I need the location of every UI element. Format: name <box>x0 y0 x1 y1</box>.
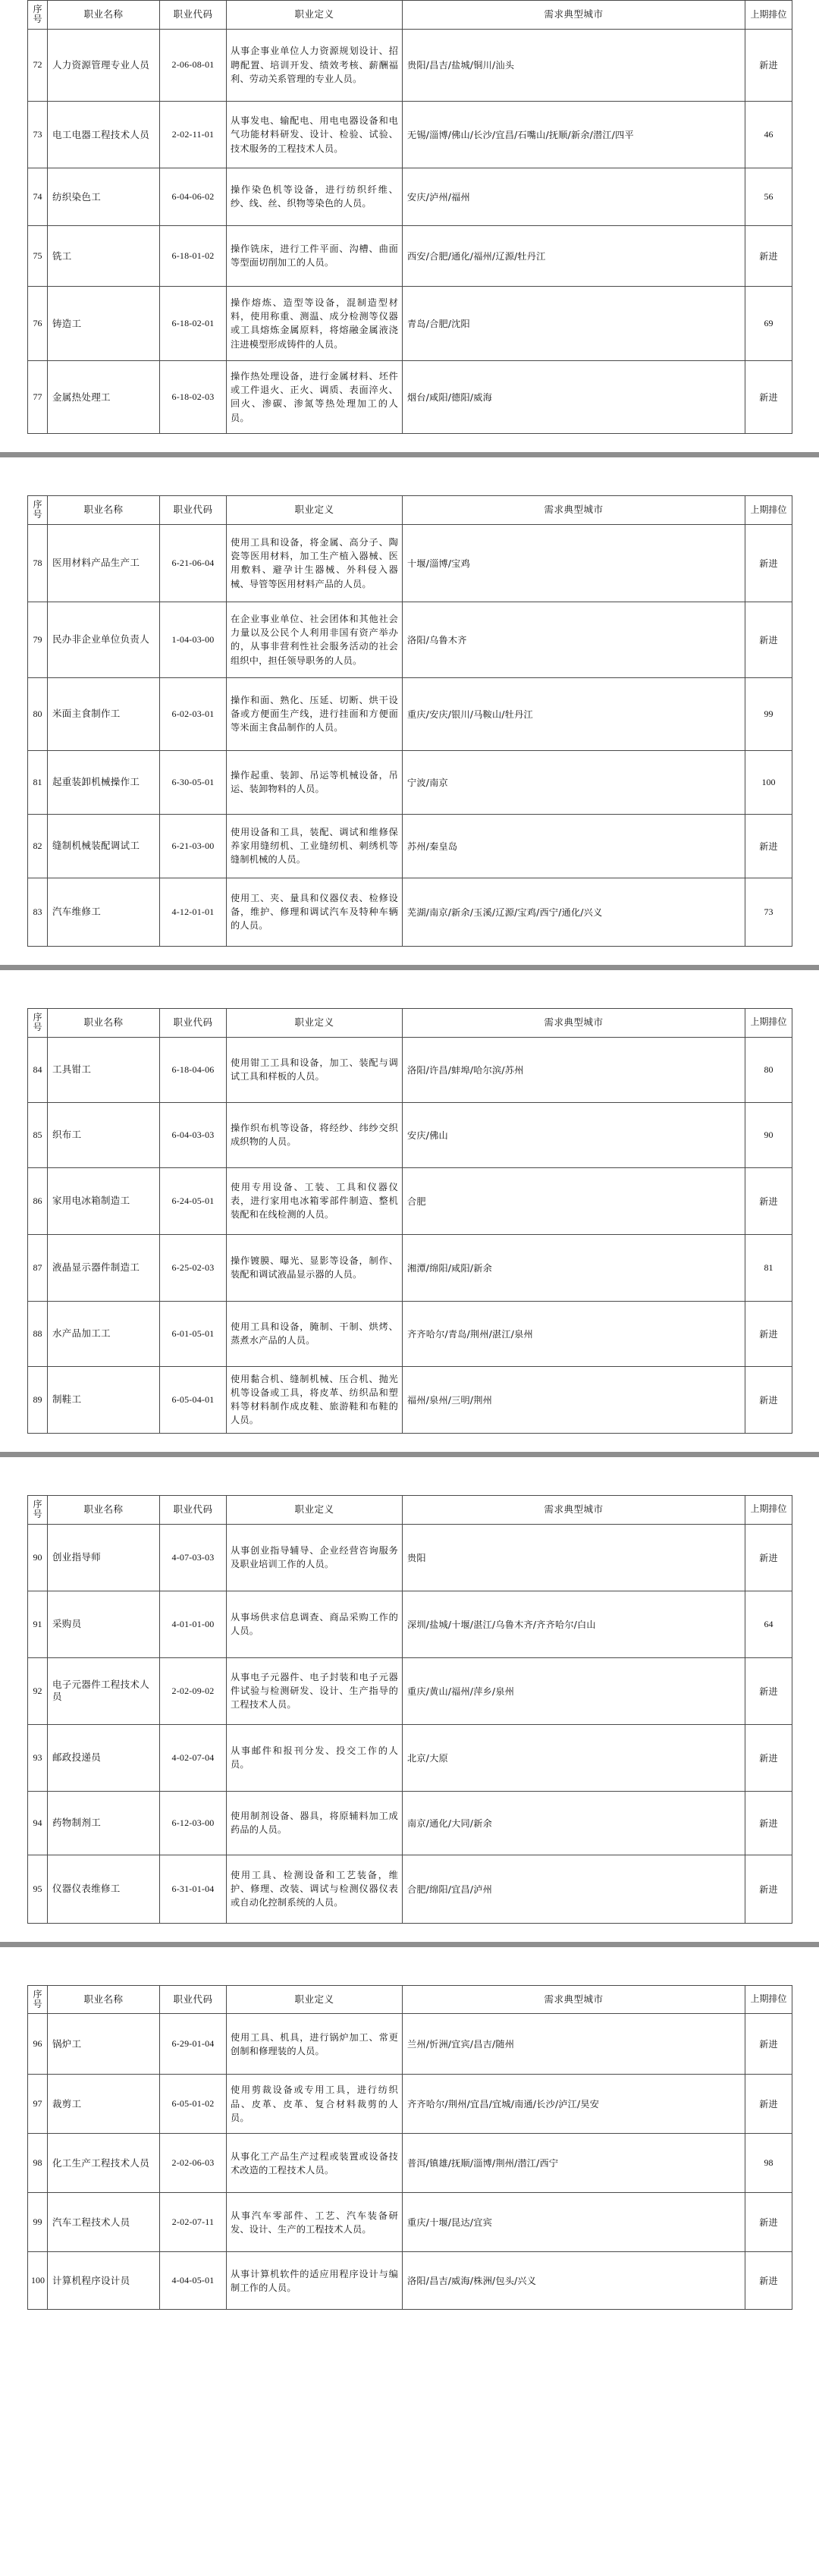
table-row <box>28 1791 792 1855</box>
cell-name: 采购员 <box>48 1591 160 1657</box>
cell-def: 使用设备和工具，装配、调试和维修保养家用缝纫机、工业缝纫机、刺绣机等缝制机械的人员。 <box>227 814 403 878</box>
cell-city: 苏州/秦皇岛 <box>403 814 745 878</box>
cell-code: 4-07-03-03 <box>160 1524 227 1591</box>
cell-code: 6-05-01-02 <box>160 2075 227 2134</box>
cell-rank: 100 <box>745 750 792 814</box>
cell-rank: 新进 <box>745 1167 792 1234</box>
cell-def: 操作热处理设备，进行金属材料、坯件或工件退火、正火、调质、表面淬火、回火、渗碳、渗氮等热处理加工的人员。 <box>227 360 403 433</box>
cell-def: 使用剪裁设备或专用工具，进行纺织品、皮革、皮革、复合材料裁剪的人员。 <box>227 2075 403 2134</box>
occupation-table <box>27 1008 792 1434</box>
table-row <box>28 2252 792 2310</box>
cell-name: 铣工 <box>48 225 160 286</box>
cell-no: 73 <box>28 101 48 168</box>
cell-code: 6-21-06-04 <box>160 524 227 602</box>
table-row <box>28 1855 792 1923</box>
cell-name: 缝制机械装配调试工 <box>48 814 160 878</box>
column-header-name: 职业名称 <box>48 1495 160 1524</box>
page-gap-top-spacer <box>0 1924 819 1942</box>
cell-def: 操作织布机等设备，将经纱、纬纱交织成织物的人员。 <box>227 1102 403 1167</box>
cell-city: 湘潭/绵阳/咸阳/新余 <box>403 1234 745 1301</box>
column-header-rank: 上期排位 <box>745 1985 792 2014</box>
cell-rank: 64 <box>745 1591 792 1657</box>
cell-def: 操作染色机等设备，进行纺织纤维、纱、线、丝、织物等染色的人员。 <box>227 168 403 225</box>
cell-def: 从事企事业单位人力资源规划设计、招聘配置、培训开发、绩效考核、薪酬福利、劳动关系管理的专业人员。 <box>227 29 403 101</box>
cell-name: 锅炉工 <box>48 2014 160 2075</box>
cell-name: 邮政投递员 <box>48 1724 160 1791</box>
table-body <box>28 2014 792 2310</box>
cell-no: 92 <box>28 1657 48 1724</box>
occupation-table <box>27 1985 792 2311</box>
cell-city: 齐齐哈尔/荆州/宜昌/宜城/南通/长沙/泸江/昊安 <box>403 2075 745 2134</box>
column-header-rank: 上期排位 <box>745 1 792 30</box>
cell-code: 4-02-07-04 <box>160 1724 227 1791</box>
cell-def: 从事汽车零部件、工艺、汽车装备研发、设计、生产的工程技术人员。 <box>227 2193 403 2252</box>
table-row <box>28 2193 792 2252</box>
cell-city: 齐齐哈尔/青岛/荆州/湛江/泉州 <box>403 1301 745 1366</box>
cell-code: 4-12-01-01 <box>160 878 227 946</box>
cell-name: 创业指导师 <box>48 1524 160 1591</box>
column-header-no: 序号 <box>28 495 48 524</box>
cell-def: 使用黏合机、缝制机械、压合机、抛光机等设备或工具，将皮革、纺织品和塑料等材料制作成皮鞋、旅游鞋和布鞋的人员。 <box>227 1366 403 1433</box>
table-header <box>28 1985 792 2014</box>
cell-rank: 新进 <box>745 2075 792 2134</box>
cell-def: 从事场供求信息调查、商品采购工作的人员。 <box>227 1591 403 1657</box>
table-body <box>28 1524 792 1923</box>
cell-no: 77 <box>28 360 48 433</box>
cell-rank: 新进 <box>745 524 792 602</box>
cell-def: 在企业事业单位、社会团体和其他社会力量以及公民个人利用非国有资产举办的，从事非营利性社会服务活动的社会组织中，担任领导职务的人员。 <box>227 602 403 677</box>
column-header-city: 需求典型城市 <box>403 495 745 524</box>
cell-rank: 新进 <box>745 29 792 101</box>
cell-rank: 新进 <box>745 1657 792 1724</box>
page-break-bar <box>0 452 819 457</box>
cell-name: 水产品加工工 <box>48 1301 160 1366</box>
cell-rank: 新进 <box>745 360 792 433</box>
cell-no: 85 <box>28 1102 48 1167</box>
cell-rank: 新进 <box>745 602 792 677</box>
page-gap-top-spacer <box>0 947 819 965</box>
table-body <box>28 29 792 433</box>
cell-rank: 新进 <box>745 2193 792 2252</box>
cell-code: 6-02-03-01 <box>160 677 227 750</box>
cell-city: 合肥/绵阳/宜昌/泸州 <box>403 1855 745 1923</box>
cell-def: 使用钳工工具和设备，加工、装配与调试工具和样板的人员。 <box>227 1037 403 1102</box>
cell-no: 96 <box>28 2014 48 2075</box>
cell-city: 重庆/十堰/昆达/宜宾 <box>403 2193 745 2252</box>
cell-code: 6-29-01-04 <box>160 2014 227 2075</box>
cell-name: 仪器仪表维修工 <box>48 1855 160 1923</box>
cell-code: 6-18-02-03 <box>160 360 227 433</box>
cell-city: 十堰/淄博/宝鸡 <box>403 524 745 602</box>
table-row <box>28 1301 792 1366</box>
cell-name: 电子元器件工程技术人员 <box>48 1657 160 1724</box>
table-row <box>28 1037 792 1102</box>
cell-no: 75 <box>28 225 48 286</box>
cell-code: 2-02-09-02 <box>160 1657 227 1724</box>
cell-rank: 新进 <box>745 814 792 878</box>
table-row <box>28 602 792 677</box>
cell-def: 操作和面、熟化、压延、切断、烘干设备或方便面生产线，进行挂面和方便面等米面主食品制作的人员。 <box>227 677 403 750</box>
cell-name: 电工电器工程技术人员 <box>48 101 160 168</box>
column-header-rank: 上期排位 <box>745 1008 792 1037</box>
table-row <box>28 225 792 286</box>
table-row <box>28 2134 792 2193</box>
table-header <box>28 1495 792 1524</box>
cell-rank: 新进 <box>745 2252 792 2310</box>
cell-city: 重庆/安庆/银川/马鞍山/牡丹江 <box>403 677 745 750</box>
cell-code: 4-01-01-00 <box>160 1591 227 1657</box>
cell-name: 药物制剂工 <box>48 1791 160 1855</box>
table-row <box>28 360 792 433</box>
cell-code: 6-25-02-03 <box>160 1234 227 1301</box>
table-header <box>28 495 792 524</box>
table-row <box>28 1724 792 1791</box>
cell-rank: 新进 <box>745 1366 792 1433</box>
cell-code: 6-05-04-01 <box>160 1366 227 1433</box>
cell-def: 使用工具和设备，腌制、干制、烘烤、蒸煮水产品的人员。 <box>227 1301 403 1366</box>
cell-code: 6-01-05-01 <box>160 1301 227 1366</box>
cell-rank: 99 <box>745 677 792 750</box>
cell-code: 6-04-03-03 <box>160 1102 227 1167</box>
cell-no: 86 <box>28 1167 48 1234</box>
cell-no: 89 <box>28 1366 48 1433</box>
cell-city: 普洱/镇雄/抚顺/淄博/荆州/潜江/西宁 <box>403 2134 745 2193</box>
header-row <box>28 495 792 524</box>
cell-code: 6-30-05-01 <box>160 750 227 814</box>
page-segment-1 <box>0 0 819 434</box>
table-row <box>28 814 792 878</box>
page-gap-bottom-spacer <box>0 457 819 495</box>
page-gap-bottom-spacer <box>0 1457 819 1495</box>
cell-rank: 56 <box>745 168 792 225</box>
page-break-separator <box>0 1434 819 1495</box>
cell-city: 重庆/黄山/福州/萍乡/泉州 <box>403 1657 745 1724</box>
cell-no: 78 <box>28 524 48 602</box>
cell-no: 99 <box>28 2193 48 2252</box>
cell-no: 95 <box>28 1855 48 1923</box>
column-header-city: 需求典型城市 <box>403 1008 745 1037</box>
table-row <box>28 1657 792 1724</box>
cell-city: 西安/合肥/通化/福州/辽源/牡丹江 <box>403 225 745 286</box>
cell-no: 100 <box>28 2252 48 2310</box>
cell-rank: 新进 <box>745 1791 792 1855</box>
cell-def: 从事化工产品生产过程或装置或设备技术改造的工程技术人员。 <box>227 2134 403 2193</box>
table-header <box>28 1008 792 1037</box>
cell-name: 米面主食制作工 <box>48 677 160 750</box>
cell-city: 烟台/咸阳/德阳/威海 <box>403 360 745 433</box>
column-header-def: 职业定义 <box>227 1985 403 2014</box>
cell-name: 裁剪工 <box>48 2075 160 2134</box>
page-gap-bottom-spacer <box>0 1947 819 1985</box>
column-header-code: 职业代码 <box>160 1495 227 1524</box>
cell-name: 汽车维修工 <box>48 878 160 946</box>
cell-def: 使用制剂设备、器具，将原辅料加工成药品的人员。 <box>227 1791 403 1855</box>
cell-name: 铸造工 <box>48 286 160 360</box>
cell-rank: 新进 <box>745 1301 792 1366</box>
cell-no: 98 <box>28 2134 48 2193</box>
table-row <box>28 2014 792 2075</box>
cell-no: 83 <box>28 878 48 946</box>
cell-no: 80 <box>28 677 48 750</box>
cell-no: 84 <box>28 1037 48 1102</box>
cell-def: 使用工具、检测设备和工艺装备，维护、修理、改装、调试与检测仪器仪表或自动化控制系统的人员。 <box>227 1855 403 1923</box>
cell-def: 操作镀膜、曝光、显影等设备，制作、装配和调试液晶显示器的人员。 <box>227 1234 403 1301</box>
cell-def: 操作铣床，进行工件平面、沟槽、曲面等型面切削加工的人员。 <box>227 225 403 286</box>
cell-def: 使用工具、机具，进行锅炉加工、常更创制和修理装的人员。 <box>227 2014 403 2075</box>
page-gap-bottom-spacer <box>0 970 819 1008</box>
cell-city: 洛阳/昌吉/威海/株洲/包头/兴义 <box>403 2252 745 2310</box>
cell-rank: 新进 <box>745 1855 792 1923</box>
cell-code: 1-04-03-00 <box>160 602 227 677</box>
cell-name: 化工生产工程技术人员 <box>48 2134 160 2193</box>
table-row <box>28 29 792 101</box>
cell-name: 工具钳工 <box>48 1037 160 1102</box>
page-segment-4 <box>0 1495 819 1924</box>
cell-def: 从事邮件和报刊分发、投交工作的人员。 <box>227 1724 403 1791</box>
page-segment-5 <box>0 1985 819 2311</box>
cell-rank: 73 <box>745 878 792 946</box>
cell-code: 6-18-02-01 <box>160 286 227 360</box>
cell-rank: 81 <box>745 1234 792 1301</box>
cell-def: 从事发电、输配电、用电电器设备和电气功能材料研发、设计、检验、试验、技术服务的工程技术人员。 <box>227 101 403 168</box>
table-body <box>28 1037 792 1433</box>
cell-city: 福州/泉州/三明/荆州 <box>403 1366 745 1433</box>
table-row <box>28 878 792 946</box>
cell-no: 72 <box>28 29 48 101</box>
cell-def: 操作起重、装卸、吊运等机械设备，吊运、装卸物料的人员。 <box>227 750 403 814</box>
cell-def: 使用工具和设备，将金属、高分子、陶瓷等医用材料，加工生产植入器械、医用敷料、避孕计生器械、外科侵入器械、导管等医用材料产品的人员。 <box>227 524 403 602</box>
cell-code: 2-06-08-01 <box>160 29 227 101</box>
column-header-rank: 上期排位 <box>745 1495 792 1524</box>
cell-def: 从事计算机软件的适应用程序设计与编制工作的人员。 <box>227 2252 403 2310</box>
page-break-bar <box>0 1942 819 1947</box>
cell-no: 87 <box>28 1234 48 1301</box>
page-break-separator <box>0 434 819 495</box>
cell-no: 81 <box>28 750 48 814</box>
page-break-bar <box>0 965 819 970</box>
cell-name: 医用材料产品生产工 <box>48 524 160 602</box>
cell-no: 74 <box>28 168 48 225</box>
cell-rank: 新进 <box>745 2014 792 2075</box>
table-row <box>28 1524 792 1591</box>
page-break-separator <box>0 1924 819 1985</box>
cell-city: 无锡/淄博/佛山/长沙/宜昌/石嘴山/抚顺/新余/潜江/四平 <box>403 101 745 168</box>
cell-code: 6-31-01-04 <box>160 1855 227 1923</box>
table-row <box>28 286 792 360</box>
page-break-separator <box>0 947 819 1008</box>
page-segment-3 <box>0 1008 819 1434</box>
column-header-no: 序号 <box>28 1495 48 1524</box>
page-gap-top-spacer <box>0 1434 819 1452</box>
cell-city: 青岛/合肥/沈阳 <box>403 286 745 360</box>
header-row <box>28 1 792 30</box>
column-header-def: 职业定义 <box>227 495 403 524</box>
cell-city: 安庆/泸州/福州 <box>403 168 745 225</box>
cell-city: 北京/大原 <box>403 1724 745 1791</box>
cell-code: 6-04-06-02 <box>160 168 227 225</box>
table-row <box>28 524 792 602</box>
cell-no: 79 <box>28 602 48 677</box>
cell-name: 制鞋工 <box>48 1366 160 1433</box>
column-header-no: 序号 <box>28 1008 48 1037</box>
occupation-table <box>27 0 792 434</box>
cell-rank: 新进 <box>745 1724 792 1791</box>
cell-no: 82 <box>28 814 48 878</box>
cell-name: 金属热处理工 <box>48 360 160 433</box>
cell-rank: 新进 <box>745 1524 792 1591</box>
table-header <box>28 1 792 30</box>
table-row <box>28 750 792 814</box>
table-row <box>28 1167 792 1234</box>
cell-def: 从事创业指导辅导、企业经营咨询服务及职业培训工作的人员。 <box>227 1524 403 1591</box>
table-row <box>28 677 792 750</box>
cell-code: 6-21-03-00 <box>160 814 227 878</box>
cell-city: 洛阳/许昌/蚌埠/哈尔滨/苏州 <box>403 1037 745 1102</box>
cell-city: 贵阳 <box>403 1524 745 1591</box>
column-header-name: 职业名称 <box>48 495 160 524</box>
column-header-name: 职业名称 <box>48 1 160 30</box>
cell-rank: 90 <box>745 1102 792 1167</box>
table-row <box>28 1591 792 1657</box>
page-segment-2 <box>0 495 819 947</box>
page-gap-top-spacer <box>0 434 819 452</box>
cell-def: 从事电子元器件、电子封装和电子元器件试验与检测研发、设计、生产指导的工程技术人员。 <box>227 1657 403 1724</box>
cell-code: 2-02-11-01 <box>160 101 227 168</box>
page-break-bar <box>0 1452 819 1457</box>
cell-code: 6-18-01-02 <box>160 225 227 286</box>
cell-name: 液晶显示器件制造工 <box>48 1234 160 1301</box>
column-header-no: 序号 <box>28 1 48 30</box>
cell-no: 76 <box>28 286 48 360</box>
cell-rank: 69 <box>745 286 792 360</box>
cell-rank: 46 <box>745 101 792 168</box>
cell-name: 民办非企业单位负责人 <box>48 602 160 677</box>
cell-rank: 新进 <box>745 225 792 286</box>
column-header-def: 职业定义 <box>227 1008 403 1037</box>
cell-city: 合肥 <box>403 1167 745 1234</box>
cell-no: 88 <box>28 1301 48 1366</box>
cell-code: 6-24-05-01 <box>160 1167 227 1234</box>
column-header-def: 职业定义 <box>227 1 403 30</box>
occupation-table <box>27 495 792 947</box>
cell-city: 深圳/盐城/十堰/湛江/乌鲁木齐/齐齐哈尔/白山 <box>403 1591 745 1657</box>
cell-def: 使用工、夹、量具和仪器仪表、检修设备，维护、修理和调试汽车及特种车辆的人员。 <box>227 878 403 946</box>
cell-city: 安庆/佛山 <box>403 1102 745 1167</box>
header-row <box>28 1985 792 2014</box>
cell-no: 91 <box>28 1591 48 1657</box>
cell-name: 纺织染色工 <box>48 168 160 225</box>
table-row <box>28 168 792 225</box>
cell-name: 人力资源管理专业人员 <box>48 29 160 101</box>
cell-def: 操作熔炼、造型等设备，混制造型材料，使用称重、测温、成分检测等仪器或工具熔炼金属原料，将熔融金属液浇注进模型形成铸件的人员。 <box>227 286 403 360</box>
column-header-code: 职业代码 <box>160 1008 227 1037</box>
cell-code: 2-02-07-11 <box>160 2193 227 2252</box>
column-header-def: 职业定义 <box>227 1495 403 1524</box>
cell-rank: 80 <box>745 1037 792 1102</box>
column-header-city: 需求典型城市 <box>403 1495 745 1524</box>
cell-name: 计算机程序设计员 <box>48 2252 160 2310</box>
cell-name: 家用电冰箱制造工 <box>48 1167 160 1234</box>
cell-no: 90 <box>28 1524 48 1591</box>
column-header-city: 需求典型城市 <box>403 1985 745 2014</box>
header-row <box>28 1008 792 1037</box>
cell-city: 洛阳/乌鲁木齐 <box>403 602 745 677</box>
cell-city: 南京/通化/大同/新余 <box>403 1791 745 1855</box>
cell-no: 97 <box>28 2075 48 2134</box>
column-header-name: 职业名称 <box>48 1985 160 2014</box>
table-row <box>28 1366 792 1433</box>
column-header-no: 序号 <box>28 1985 48 2014</box>
cell-no: 94 <box>28 1791 48 1855</box>
cell-code: 6-12-03-00 <box>160 1791 227 1855</box>
column-header-code: 职业代码 <box>160 1985 227 2014</box>
cell-no: 93 <box>28 1724 48 1791</box>
cell-def: 使用专用设备、工装、工具和仪器仪表，进行家用电冰箱零部件制造、整机装配和在线检测的人员。 <box>227 1167 403 1234</box>
cell-name: 织布工 <box>48 1102 160 1167</box>
occupation-table <box>27 1495 792 1924</box>
table-row <box>28 1102 792 1167</box>
cell-city: 兰州/忻洲/宜宾/昌吉/随州 <box>403 2014 745 2075</box>
column-header-code: 职业代码 <box>160 1 227 30</box>
table-row <box>28 1234 792 1301</box>
cell-code: 6-18-04-06 <box>160 1037 227 1102</box>
cell-name: 汽车工程技术人员 <box>48 2193 160 2252</box>
cell-city: 芜湖/南京/新余/玉溪/辽源/宝鸡/西宁/通化/兴义 <box>403 878 745 946</box>
table-row <box>28 101 792 168</box>
cell-city: 宁波/南京 <box>403 750 745 814</box>
cell-city: 贵阳/昌吉/盐城/铜川/汕头 <box>403 29 745 101</box>
column-header-city: 需求典型城市 <box>403 1 745 30</box>
table-body <box>28 524 792 946</box>
column-header-name: 职业名称 <box>48 1008 160 1037</box>
cell-code: 2-02-06-03 <box>160 2134 227 2193</box>
cell-code: 4-04-05-01 <box>160 2252 227 2310</box>
cell-name: 起重装卸机械操作工 <box>48 750 160 814</box>
cell-rank: 98 <box>745 2134 792 2193</box>
header-row <box>28 1495 792 1524</box>
column-header-code: 职业代码 <box>160 495 227 524</box>
table-row <box>28 2075 792 2134</box>
column-header-rank: 上期排位 <box>745 495 792 524</box>
